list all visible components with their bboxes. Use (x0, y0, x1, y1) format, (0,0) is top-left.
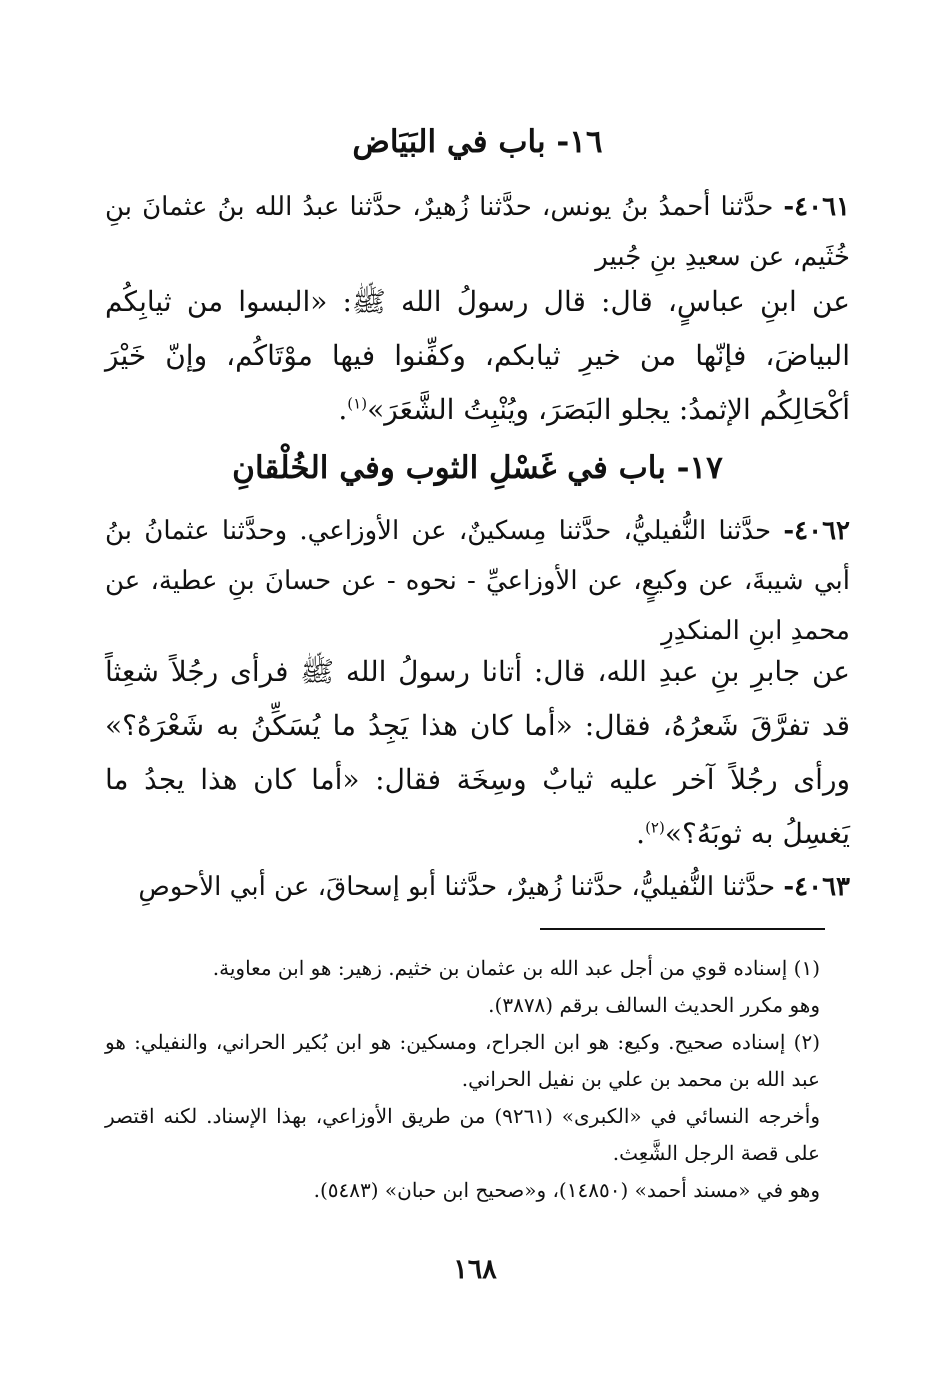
footnote-2-line-3: وهو في «مسند أحمد» (١٤٨٥٠)، و«صحيح ابن حبان» (٥٤٨٣). (313, 1178, 820, 1202)
chapter-16-title: ١٦- باب في البَيَاض (352, 124, 603, 160)
footnote-separator (540, 928, 825, 930)
hadith-4062-isnad-text: حدَّثنا النُّفيليُّ، حدَّثنا مِسكينٌ، عن الأوزاعي. وحدَّثنا عثمانُ بنُ أبي شيبةَ، عن وكيعٍ، عن الأوزاعيِّ - نحوه - عن حسانَ بنِ عطية، عن محمدِ ابنِ المنكدِرِ (105, 516, 850, 646)
footnote-2-line-1: (٢) إسناده صحيح. وكيع: هو ابن الجراح، ومسكين: هو ابن بُكير الحراني، والنفيلي: هو عبد الله بن محمد بن علي بن نفيل الحراني. (105, 1030, 820, 1091)
hadith-4062-matn-text: عن جابرِ بنِ عبدِ الله، قال: أتانا رسولُ الله ﷺ فرأى رجُلاً شعِثاً قد تفرَّقَ شَعرُهُ، فقال: «أما كان هذا يَجِدُ ما يُسَكِّنُ به شَعْرَهُ؟» ورأى رجُلاً آخر عليه ثيابٌ وسِخَة فقال: «أما كان هذا يجدُ ما يَغسِلُ به ثوبَهُ؟» (105, 655, 850, 850)
hadith-4061-matn-text: عن ابنِ عباسٍ، قال: قال رسولُ الله ﷺ: «البسوا من ثيابِكُم البياضَ، فإنّها من خيرِ ثيابكم، وكفِّنوا فيها موْتَاكُم، وإنّ خَيْرَ أكْحَالِكُم الإثمدُ: يجلو البَصَرَ، ويُنْبِتُ الشَّعَرَ» (105, 285, 850, 426)
hadith-4061-isnad (105, 182, 850, 282)
footnote-1-line-1: (١) إسناده قوي من أجل عبد الله بن عثمان بن خثيم. زهير: هو ابن معاوية. (212, 956, 820, 980)
page-number: ١٦٨ (453, 1254, 497, 1285)
hadith-4062-isnad (105, 506, 850, 656)
footnote-ref-1: (١) (347, 394, 368, 413)
hadith-4063-number: ٤٠٦٣- (783, 872, 850, 902)
hadith-4061-isnad-text: حدَّثنا أحمدُ بنُ يونس، حدَّثنا زُهيرٌ، حدَّثنا عبدُ الله بنُ عثمانَ بنِ خُثَيم، عن سعيدِ بنِ جُبير (105, 192, 850, 272)
hadith-4062-number: ٤٠٦٢- (783, 516, 851, 546)
footnote-2-line-2: وأخرجه النسائي في «الكبرى» (٩٢٦١) من طريق الأوزاعي، بهذا الإسناد. لكنه اقتصر على قصة الرجل الشَّعِث. (105, 1104, 820, 1165)
hadith-4061-number: ٤٠٦١- (783, 192, 850, 222)
footnote-1-line-2: وهو مكرر الحديث السالف برقم (٣٨٧٨). (488, 993, 820, 1017)
hadith-4061-matn: عن ابنِ عباسٍ، قال: قال رسولُ الله ﷺ: «البسوا من ثيابِكُم البياضَ، فإنّها من خيرِ ثيابكم، وكفِّنوا فيها موْتَاكُم، وإنّ خَيْرَ أكْحَالِكُم الإثمدُ: يجلو البَصَرَ، ويُنْبِتُ الشَّعَرَ»$^{(١)}$. (105, 285, 850, 426)
hadith-4063-isnad-text: حدَّثنا النُّفيليُّ، حدَّثنا زُهيرٌ، حدَّثنا أبو إسحاقَ، عن أبي الأحوصِ (138, 872, 776, 902)
hadith-4062-matn: عن جابرِ بنِ عبدِ الله، قال: أتانا رسولُ الله ﷺ فرأى رجُلاً شعِثاً قد تفرَّقَ شَعرُهُ، فقال: «أما كان هذا يَجِدُ ما يُسَكِّنُ به شَعْرَهُ؟» ورأى رجُلاً آخر عليه ثيابٌ وسِخَة فقال: «أما كان هذا يجدُ ما يَغسِلُ به ثوبَهُ؟»$^{(٢)}$. (105, 655, 850, 850)
hadith-4063-isnad (105, 862, 850, 912)
footnotes (105, 950, 850, 1209)
footnote-ref-2: (٢) (645, 818, 665, 837)
chapter-17-title: ١٧- باب في غَسْلِ الثوب وفي الخُلْقانِ (232, 450, 723, 486)
